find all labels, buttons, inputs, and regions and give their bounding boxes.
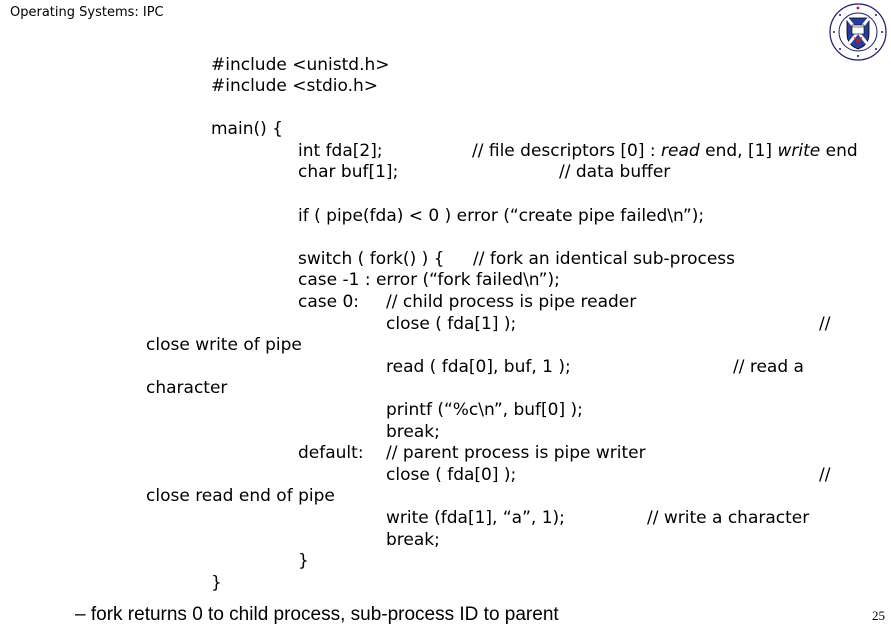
code-line-decl-fda: int fda[2]; [298,141,383,161]
code-comment-wrapped: character [146,378,228,398]
comment-emphasis-write: write [777,141,821,161]
code-comment-fork: // fork an identical sub-process [473,249,735,269]
comment-part: end [820,141,858,161]
code-comment-data-buffer: // data buffer [559,162,671,182]
code-comment-slashes: // [819,465,831,485]
code-line-case-0: case 0: [298,292,360,312]
code-line-default: default: [298,443,364,463]
code-comment-wrapped: close write of pipe [146,335,302,355]
code-comment-write: // write a character [647,508,810,528]
code-comment-read: // read a [733,357,804,377]
code-line-read: read ( fda[0], buf, 1 ); [386,357,571,377]
code-comment-wrapped: close read end of pipe [146,486,335,506]
comment-part: // file descriptors [0] : [472,141,662,161]
code-comment-file-descriptors [472,141,858,161]
comment-part: end, [1] [699,141,778,161]
slide-header: Operating Systems: IPC [10,5,164,20]
code-line-include-stdio: #include <stdio.h> [211,76,379,96]
code-line-printf: printf (“%c\n”, buf[0] ); [386,400,583,420]
code-line-break: break; [386,422,440,442]
code-line-close-fda0: close ( fda[0] ); [386,465,517,485]
code-line-main: main() { [211,119,283,139]
footer-bullet: – fork returns 0 to child process, sub-process ID to parent [75,604,559,625]
university-crest-icon [828,2,888,62]
code-line-include-unistd: #include <unistd.h> [211,55,390,75]
code-line-close-brace: } [298,551,309,571]
code-comment-child: // child process is pipe reader [386,292,637,312]
code-line-close-fda1: close ( fda[1] ); [386,314,517,334]
code-line-write: write (fda[1], “a”, 1); [386,508,565,528]
page-number: 25 [872,608,885,623]
code-line-close-brace: } [211,573,222,593]
code-line-decl-buf: char buf[1]; [298,162,399,182]
comment-emphasis-read: read [661,141,700,161]
code-comment-parent: // parent process is pipe writer [386,443,646,463]
code-line-break: break; [386,530,440,550]
code-line-pipe: if ( pipe(fda) < 0 ) error (“create pipe failed\n”); [298,206,705,226]
code-line-switch: switch ( fork() ) { [298,249,445,269]
code-comment-slashes: // [819,314,831,334]
code-line-case-error: case -1 : error (“fork failed\n”); [298,270,560,290]
